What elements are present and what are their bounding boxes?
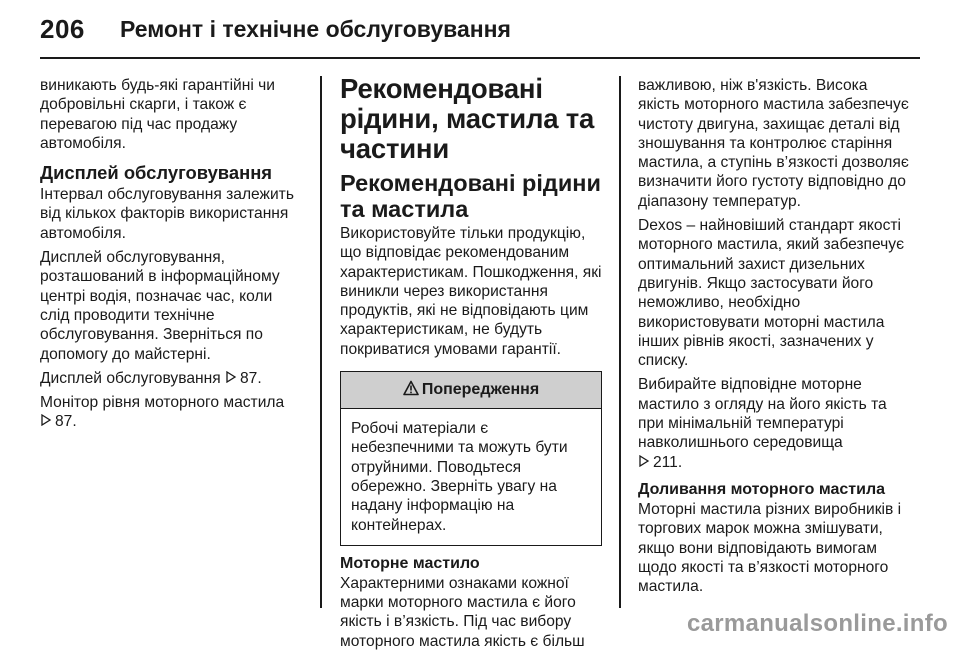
- paragraph: Використовуйте тільки продукцію, що відповідає рекомендованим характеристикам. Пошкодження, які виникли через використання продуктів, які не відповідають цим характеристикам, не будуть покриватися умовами гарантії.: [340, 225, 602, 358]
- reference-page: 87.: [240, 369, 262, 387]
- intro-paragraph: виникають будь-які гарантійні чи добровільні скарги, і також є перевагою під час продажу автомобіля.: [40, 77, 275, 152]
- reference-page: 87.: [55, 413, 77, 431]
- warning-label: Попередження: [421, 381, 540, 399]
- column-right: [638, 76, 910, 601]
- cross-reference[interactable]: [40, 393, 302, 432]
- chapter-heading: Рекомендовані рідини, мастила та частини: [340, 73, 595, 164]
- reference-arrow-icon: [225, 369, 237, 388]
- column-left: [40, 76, 302, 437]
- paragraph: Дисплей обслуговування, розташований в інформаційному центрі водія, позначає час, коли слід проводити технічне обслуговування. Зверніться по допомогу до майстерні.: [40, 249, 280, 363]
- page-number: 206: [40, 14, 85, 44]
- page-title: Ремонт і технічне обслуговування: [120, 16, 511, 42]
- paragraph: важливою, ніж в'язкість. Висока якість моторного мастила забезпечує чистоту двигуна, захищає деталі від зношування та контролює старіння мастила, а ступінь в’язкості дозволяє визначити його густоту відповідно до діапазону температур.: [638, 77, 909, 210]
- reference-page: 211.: [653, 453, 683, 471]
- warning-header: [341, 372, 601, 409]
- paragraph: [638, 375, 910, 471]
- reference-arrow-icon: [40, 412, 52, 431]
- paragraph: Інтервал обслуговування залежить від кількох факторів використання автомобіля.: [40, 186, 294, 242]
- paragraph: Характерними ознаками кожної марки моторного мастила є його якість і в’язкість. Під час вибору моторного мастила якість є більш: [340, 574, 585, 650]
- subsection-heading: Доливання моторного мастила: [638, 480, 886, 498]
- watermark: carmanualsonline.info: [686, 610, 948, 637]
- warning-box: [340, 371, 602, 546]
- reference-text: Дисплей обслуговування: [40, 369, 221, 387]
- column-divider: [320, 76, 322, 608]
- section-heading: Рекомендовані рідини та мастила: [340, 170, 601, 222]
- warning-text: Робочі матеріали є небезпечними та можуть бути отруйними. Поводьтеся обережно. Зверніть увагу на надану інформацію на контейнерах.: [351, 420, 568, 534]
- reference-arrow-icon: [638, 453, 650, 472]
- page-header: [40, 10, 920, 54]
- cross-reference[interactable]: [638, 454, 682, 471]
- column-middle: [340, 73, 602, 656]
- subsection-heading: Моторне мастило: [340, 554, 480, 572]
- header-rule: [40, 57, 920, 59]
- cross-reference[interactable]: [40, 369, 302, 388]
- paragraph: Моторні мастила різних виробників і торгових марок можна змішувати, якщо вони відповідають вимогам щодо якості та в’язкості моторного мастила.: [638, 500, 902, 596]
- section-heading: Дисплей обслуговування: [40, 162, 273, 184]
- warning-triangle-icon: [403, 374, 419, 410]
- column-divider: [619, 76, 621, 608]
- paragraph-text: Вибирайте відповідне моторне мастило з огляду на його якість та при мінімальній температурі навколишнього середовища: [638, 376, 887, 452]
- reference-text: Монітор рівня моторного мастила: [40, 394, 285, 412]
- paragraph: Dexos – найновіший стандарт якості моторного мастила, який забезпечує оптимальний захист дизельних двигунів. Якщо застосувати його неможливо, необхідно використовувати моторні мастила інших рівнів якості, зазначених у списку.: [638, 217, 905, 370]
